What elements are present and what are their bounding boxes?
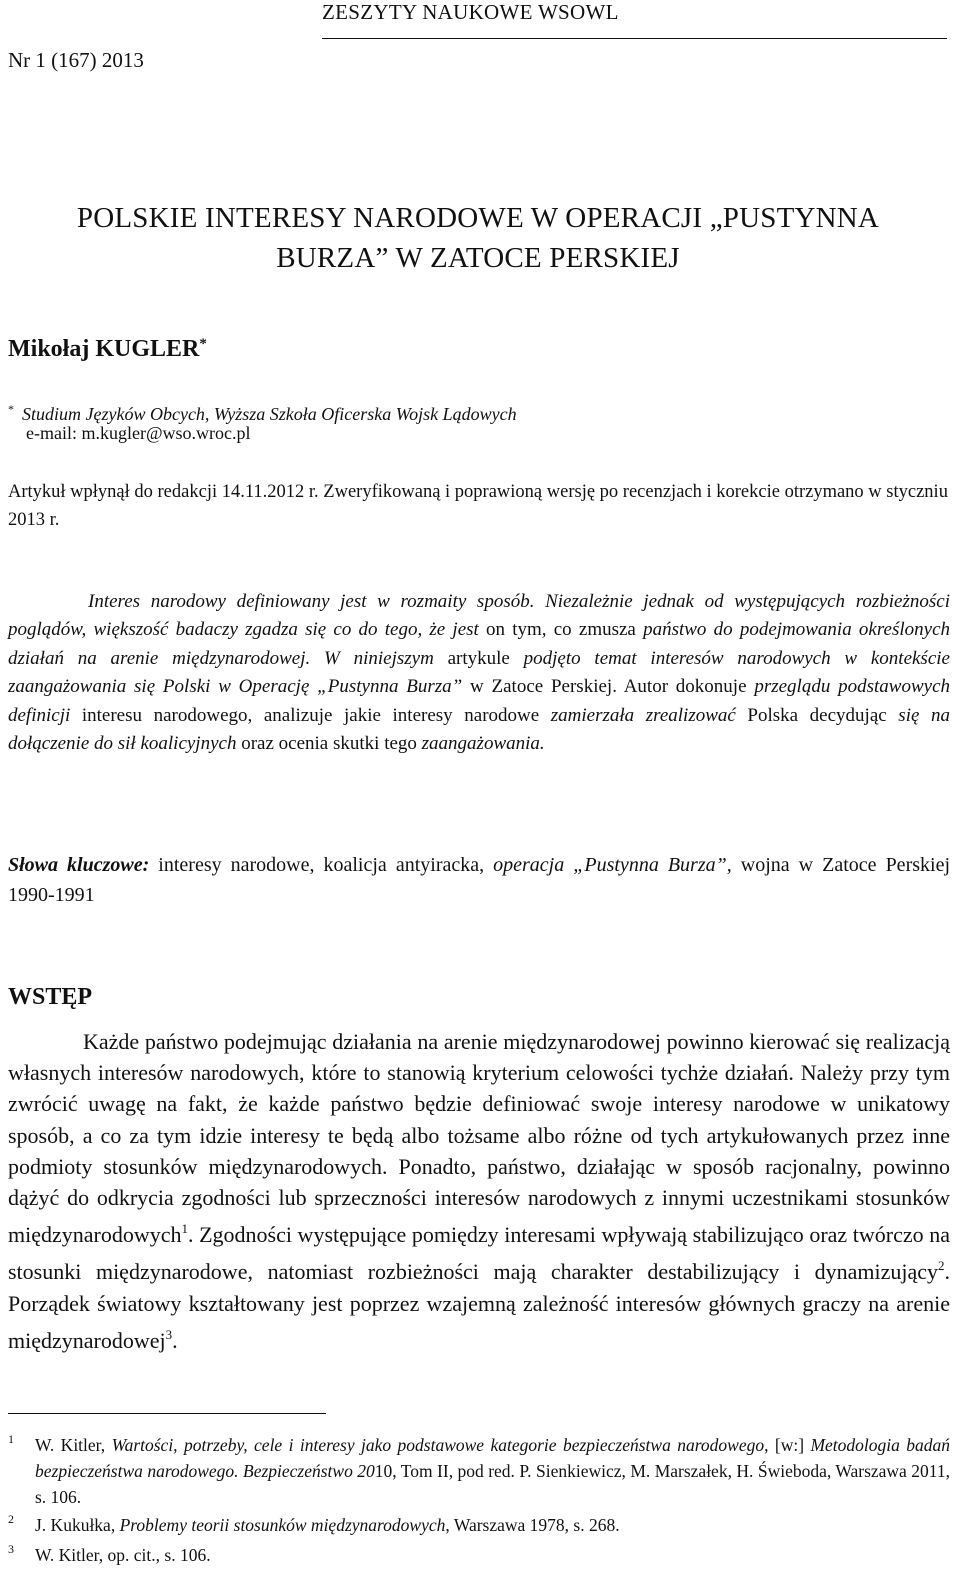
footnote-1-number: 1 — [8, 1432, 14, 1446]
intro-sentence-1: Każde państwo podejmując działania na arenie międzynarodowej powinno kierować się realizacją własnych interesów narodowych, które to stanowią kryterium celowości tychże działań. Należy przy tym zwrócić uwagę na fakt, że każde państwo będzie definiować swoje interesy narodowe w unikatowy sposób, a co za tym idzie interesy te będą albo tożsame albo różne od tych artykułowanych przez inne podmioty stosunków międzynarodowych. Ponadto, państwo, działając w sposób racjonalny, powinno dążyć do odkrycia zgodności lub sprzeczności interesów narodowych z innymi uczestnikami stosunków międzynarodowych — [8, 1029, 950, 1248]
footnote-ref-2[interactable]: 2 — [938, 1258, 945, 1274]
intro-paragraph — [8, 1026, 950, 1356]
abstract-part-6: w Zatoce Perskiej. Autor dokonuje — [462, 676, 755, 698]
author-name-text: Mikołaj KUGLER — [8, 336, 200, 362]
footnote-2-number: 2 — [8, 1512, 14, 1526]
abstract-part-4: artykule — [433, 647, 524, 669]
abstract-part-13: zaangażowania. — [421, 733, 545, 755]
abstract-part-11: się na dołączenie do sił koalicyjnych — [8, 704, 950, 755]
footnote-1 — [8, 1432, 950, 1510]
author-footnote-mark: * — [199, 336, 207, 352]
footnote-2-details: , Warszawa 1978, s. 268. — [445, 1515, 620, 1535]
abstract-part-7: przeglądu podstawowych definicji — [8, 676, 951, 726]
footnote-1-author: W. Kitler, — [35, 1435, 112, 1455]
keywords — [8, 850, 950, 910]
footnote-1-title: Wartości, potrzeby, cele i interesy jako podstawowe kategorie bezpieczeństwa narodowego — [111, 1435, 765, 1455]
abstract — [8, 588, 950, 758]
header-rule — [322, 38, 947, 39]
abstract-part-8: interesu narodowego, analizuje jakie interesy narodowe — [70, 704, 551, 726]
author-email: e-mail: m.kugler@wso.wroc.pl — [26, 423, 251, 443]
intro-sentence-3: . Porządek światowy kształtowany jest poprzez wzajemną zależność interesów głównych graczy na arenie międzynarodowej — [8, 1259, 950, 1353]
affiliation-text: Studium Języków Obcych, Wyższa Szkoła Oficerska Wojsk Lądowych — [22, 404, 517, 424]
footnote-3-text: W. Kitler, op. cit., s. 106. — [35, 1545, 211, 1565]
received-note: Artykuł wpłynął do redakcji 14.11.2012 r. Zweryfikowaną i poprawioną wersję po recenzjach i korekcie otrzymano w styczniu 2013 r. — [8, 482, 948, 530]
footnote-3-number: 3 — [8, 1542, 14, 1556]
keywords-label: Słowa kluczowe: — [8, 854, 150, 876]
footnote-2-text — [35, 1512, 950, 1538]
abstract-part-3: państwo do podejmowania określonych działań na arenie międzynarodowej. W niniejszym — [8, 619, 950, 669]
intro-sentence-2: . Zgodności występujące pomiędzy interesami wpływają stabilizująco oraz twórczo na stosunki międzynarodowe, natomiast rozbieżności mają charakter destabilizujący i dynamizujący — [8, 1222, 950, 1285]
article-title-line-2: BURZA” W ZATOCE PERSKIEJ — [276, 242, 680, 274]
issue-number: Nr 1 (167) 2013 — [8, 48, 144, 72]
footnote-separator — [8, 1413, 326, 1414]
section-heading-intro: WSTĘP — [8, 984, 93, 1010]
footnote-1-text — [35, 1432, 950, 1510]
keywords-part-2: operacja „Pustynna Burza”, — [493, 854, 732, 876]
abstract-part-10: Polska decydując — [735, 704, 899, 726]
abstract-part-2: on tym, co zmusza — [478, 619, 644, 641]
footnote-2-title: Problemy teorii stosunków międzynarodowych — [119, 1515, 446, 1535]
footnote-1-in: , [w:] — [764, 1435, 811, 1455]
footnote-ref-1[interactable]: 1 — [181, 1221, 188, 1237]
footnote-2 — [8, 1512, 950, 1538]
intro-sentence-4: . — [172, 1327, 178, 1353]
author-name — [8, 336, 207, 363]
abstract-part-5: podjęto temat interesów narodowych w kontekście zaangażowania się Polski w Operację „Pustynna Burza” — [8, 647, 950, 698]
footnote-2-author: J. Kukułka, — [35, 1515, 120, 1535]
article-title-line-1: POLSKIE INTERESY NARODOWE W OPERACJI „PUSTYNNA — [76, 202, 880, 234]
keywords-part-1: interesy narodowe, koalicja antyiracka, — [149, 854, 494, 876]
footnote-3 — [8, 1542, 950, 1568]
keywords-part-3: wojna w Zatoce Perskiej 1990-1991 — [8, 854, 950, 906]
abstract-part-9: zamierzała zrealizować — [550, 704, 736, 726]
journal-title: ZESZYTY NAUKOWE WSOWL — [322, 0, 619, 24]
affiliation-mark: * — [8, 402, 14, 416]
article-title — [8, 198, 948, 278]
abstract-part-12: oraz ocenia skutki tego — [236, 733, 422, 755]
footnote-1-source: Metodologia badań bezpieczeństwa narodowego. Bezpieczeństwo 20 — [35, 1435, 951, 1481]
abstract-part-1: Interes narodowy definiowany jest w rozmaity sposób. Niezależnie jednak od występujących rozbieżności poglądów, większość badaczy zgadza się co do tego, że jest — [8, 591, 950, 641]
footnote-1-details: 10, Tom II, pod red. P. Sienkiewicz, M. Marszałek, H. Świeboda, Warszawa 2011, s. 106. — [35, 1461, 950, 1507]
footnote-ref-3[interactable]: 3 — [165, 1326, 173, 1342]
